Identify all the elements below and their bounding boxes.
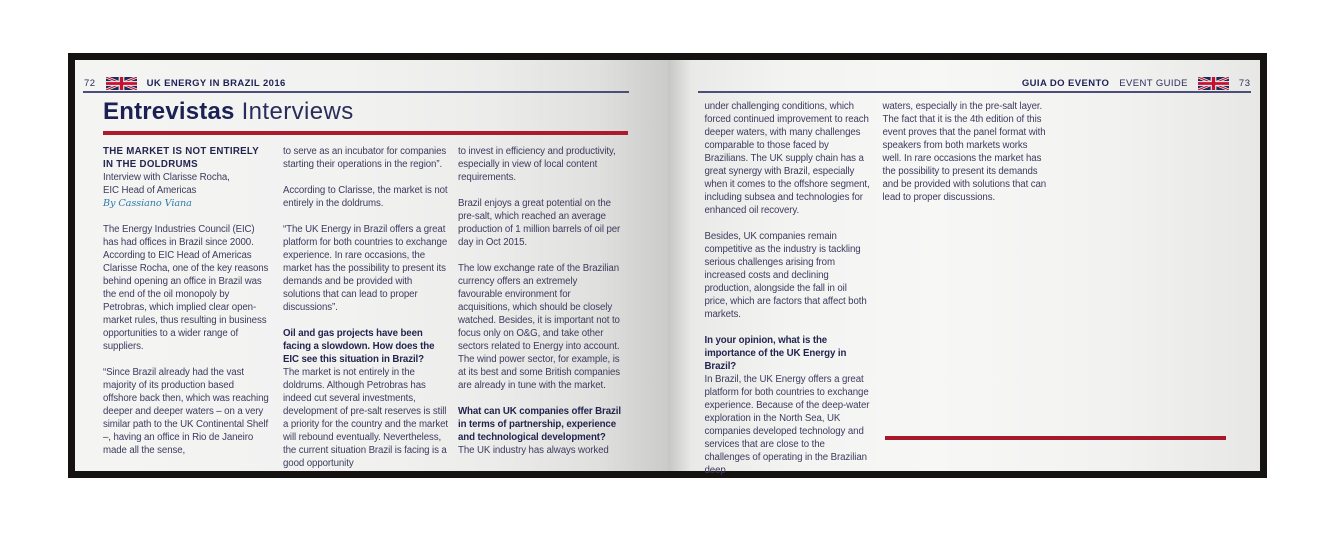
paragraph: The low exchange rate of the Brazilian currency offers an extremely favourable environment for acquisitions, which should be closely watched. Besides, it is important not to focus only on O&G, and take other sectors related to Energy into account. The wind power sector, for example, is at its best and some British companies are already in tune with the market.: [458, 263, 621, 391]
right-column-1: [705, 100, 871, 490]
paragraph: to serve as an incubator for companies starting their operations in the region”.: [283, 146, 447, 170]
article-title-en: Interviews: [241, 98, 354, 125]
byline-line1: Interview with Clarisse Rocha,: [103, 172, 230, 183]
left-page-header: [84, 77, 286, 90]
paragraph: According to Clarisse, the market is not entirely in the doldrums.: [283, 185, 448, 209]
right-column-2: [883, 100, 1049, 217]
left-header-rule: [83, 91, 629, 93]
right-page-number: 73: [1238, 78, 1251, 89]
paragraph: The market is not entirely in the doldrums. Although Petrobras has indeed cut several investments, development of pre-salt reserves is still a priority for the country and the market will rebound eventually. Nevertheless, the current situation Brazil is facing is a good opportunity: [283, 367, 448, 469]
article-title-pt: Entrevistas: [103, 98, 235, 125]
interview-question: What can UK companies offer Brazil in terms of partnership, experience and technological development?: [458, 406, 621, 443]
book-frame: [68, 53, 1267, 478]
paragraph: The UK industry has always worked: [458, 445, 609, 456]
magazine-spread: [75, 60, 1260, 476]
paragraph: In Brazil, the UK Energy offers a great platform for both countries to exchange experience. Because of the deep-water exploration in the North Sea, UK companies developed technology and services that are close to the challenges of operating in the Brazilian deep: [704, 374, 870, 476]
footer-accent-rule: [885, 436, 1226, 440]
right-header-rule: [698, 91, 1251, 93]
paragraph: Besides, UK companies remain competitive as the industry is tackling serious challenges arising from increased costs and declining production, alongside the fall in oil price, which are factors that affect both markets.: [704, 231, 867, 320]
page-left: [75, 60, 668, 471]
uk-flag-icon: [1198, 77, 1229, 90]
paragraph: Brazil enjoys a great potential on the pre-salt, which reached an average production of 1 million barrels of oil per day in Oct 2015.: [458, 198, 621, 248]
paragraph: “Since Brazil already had the vast majority of its production based offshore back then, which was reaching deeper and deeper waters – on a very similar path to the UK Continental Shelf –, having an office in Rio de Janeiro made all the sense,: [103, 367, 269, 456]
paragraph: “The UK Energy in Brazil offers a great platform for both countries to exchange experience. In rare occasions, the market has the possibility to present its demands and be provided with solutions that can lead to proper discussions”.: [283, 224, 448, 313]
interview-question: Oil and gas projects have been facing a slowdown. How does the EIC see this situation in Brazil?: [283, 328, 435, 365]
right-page-header: [698, 77, 1251, 90]
article-title: [103, 98, 354, 126]
page-right: [668, 60, 1261, 476]
left-column-3: [458, 145, 624, 470]
interview-heading: THE MARKET IS NOT ENTIRELY IN THE DOLDRUMS: [103, 146, 259, 170]
left-column-1: [103, 145, 269, 470]
interview-question: In your opinion, what is the importance of the UK Energy in Brazil?: [704, 335, 847, 372]
paragraph: to invest in efficiency and productivity, especially in view of local content requirements.: [458, 146, 616, 183]
paragraph: The Energy Industries Council (EIC) has had offices in Brazil since 2000. According to EIC Head of Americas Clarisse Rocha, one of the key reasons behind opening an office in Brazil was the end of the oil monopoly by Petrobras, which implied clear open-market rules, thus resulting in business opportunities to a wider range of suppliers.: [103, 224, 269, 352]
left-header-title: UK ENERGY IN BRAZIL 2016: [146, 78, 286, 89]
uk-flag-icon: [106, 77, 137, 90]
paragraph: waters, especially in the pre-salt layer. The fact that it is the 4th edition of this event proves that the panel format with speakers from both markets works well. In rare occasions the market has the possibility to present its demands and be provided with solutions that can lead to proper discussions.: [882, 101, 1047, 203]
author-credit: By Cassiano Viana: [103, 198, 192, 209]
paragraph: under challenging conditions, which forced continued improvement to reach deeper waters, with many challenges comparable to those faced by Brazilians. The UK supply chain has a great synergy with Brazil, especially when it comes to the offshore segment, including subsea and technologies for enhanced oil recovery.: [704, 101, 870, 216]
title-underline-rule: [103, 131, 628, 135]
byline-line2: EIC Head of Americas: [103, 185, 197, 196]
right-header-title-pt: GUIA DO EVENTO: [1021, 78, 1110, 89]
left-column-2: [283, 145, 449, 483]
left-page-number: 72: [84, 78, 96, 89]
right-header-title-en: EVENT GUIDE: [1119, 78, 1188, 89]
